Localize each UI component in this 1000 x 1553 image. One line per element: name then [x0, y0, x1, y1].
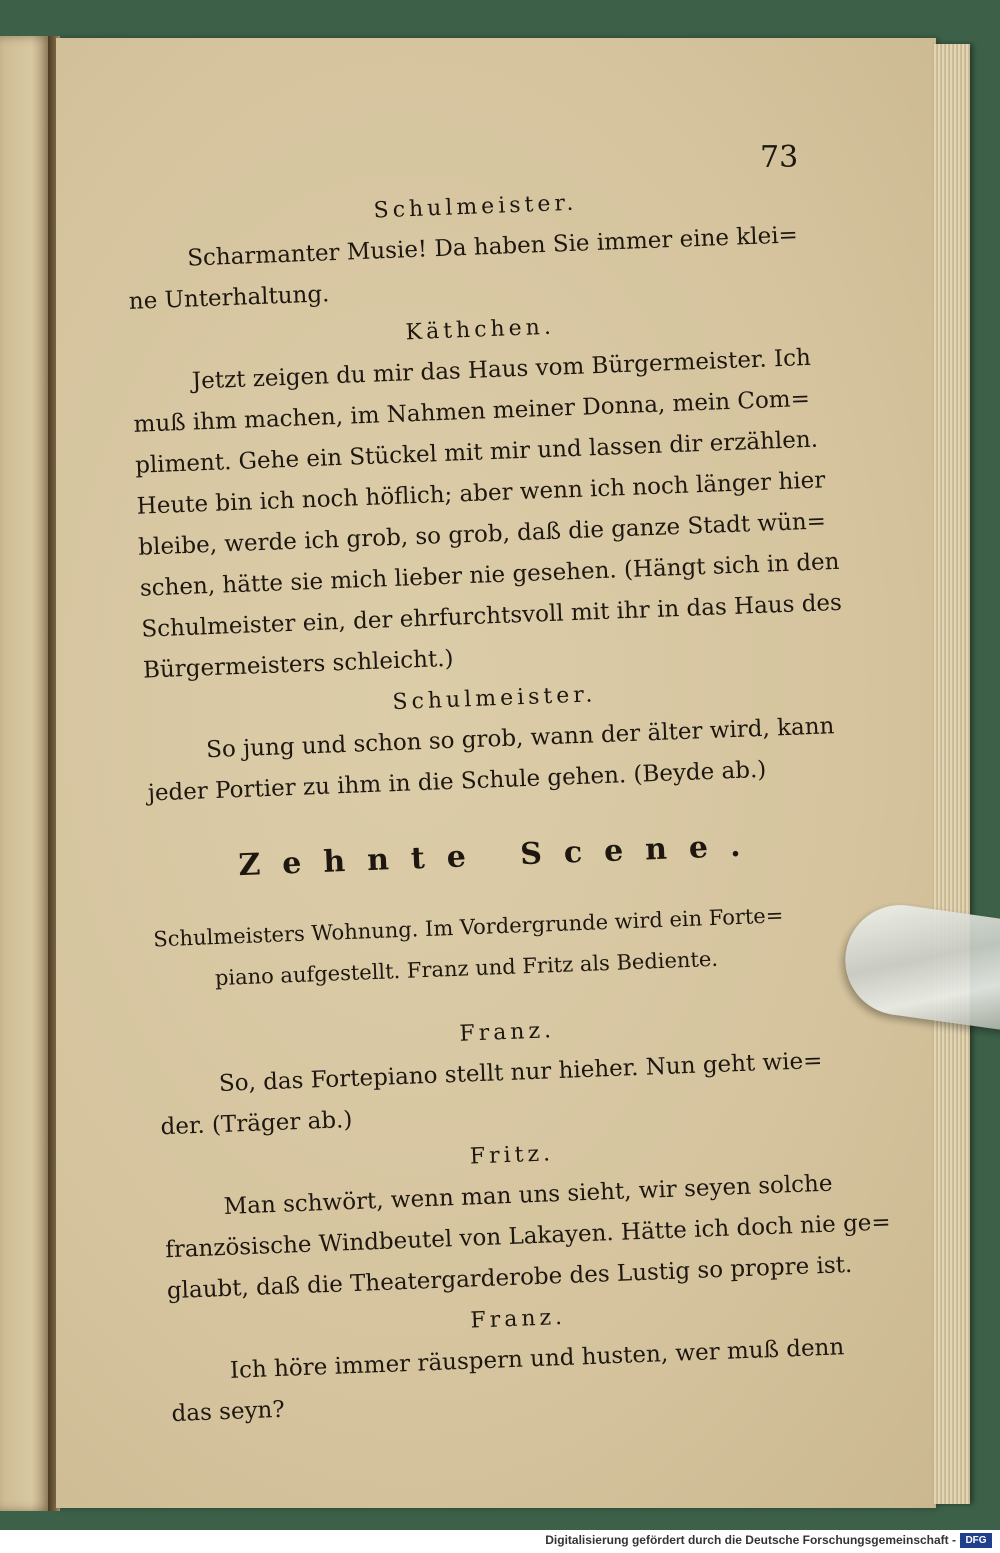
stage-direction: Schulmeisters Wohnung. Im Vordergrunde wird ein Forte=	[152, 903, 784, 952]
speaker-schulmeister: Schulmeister.	[392, 682, 597, 716]
stage-direction: piano aufgestellt. Franz und Fritz als Bediente.	[214, 946, 719, 991]
speaker-schulmeister: Schulmeister.	[373, 190, 578, 224]
text-line: So, das Fortepiano stellt nur hieher. Nun geht wie=	[218, 1047, 823, 1098]
footer-credit: Digitalisierung gefördert durch die Deutsche Forschungsgemeinschaft -	[545, 1533, 956, 1547]
text-line: Man schwört, wenn man uns sieht, wir seyen solche	[223, 1170, 833, 1220]
scene-title: Zehnte Scene.	[237, 828, 764, 884]
page-edges	[934, 44, 970, 1504]
text-line: Jetzt zeigen du mir das Haus vom Bürgermeister. Ich	[191, 344, 812, 395]
speaker-kaethchen: Käthchen.	[405, 314, 556, 346]
text-line: Schulmeister ein, der ehrfurchtsvoll mit ihr in das Haus des	[141, 589, 843, 643]
dfg-logo: DFG	[960, 1533, 992, 1548]
text-line: Heute bin ich noch höflich; aber wenn ich noch länger hier	[136, 467, 826, 520]
text-line: Ich höre immer räuspern und husten, wer muß denn	[229, 1334, 845, 1384]
text-line: pliment. Gehe ein Stückel mit mir und lassen dir erzählen.	[134, 426, 819, 479]
text-line: jeder Portier zu ihm in die Schule gehen. (Beyde ab.)	[147, 756, 767, 807]
text-line: bleibe, werde ich grob, so grob, daß die ganze Stadt wün=	[137, 508, 827, 561]
left-page-edge	[0, 36, 52, 1511]
page-number: 73	[760, 140, 799, 175]
footer-bar	[0, 1530, 1000, 1553]
text-line: französische Windbeutel von Lakayen. Hätte ich doch nie ge=	[164, 1209, 892, 1264]
text-line: das seyn?	[171, 1396, 286, 1428]
speaker-fritz: Fritz.	[469, 1141, 555, 1170]
text-line: Scharmanter Musie! Da haben Sie immer eine klei=	[186, 222, 799, 272]
text-line: glaubt, daß die Theatergarderobe des Lustig so propre ist.	[166, 1251, 853, 1305]
text-line: muß ihm machen, im Nahmen meiner Donna, mein Com=	[133, 385, 811, 438]
text-line: Bürgermeisters schleicht.)	[142, 645, 454, 684]
text-line: So jung und schon so grob, wann der älter wird, kann	[205, 713, 835, 764]
speaker-franz: Franz.	[469, 1304, 567, 1334]
text-line: ne Unterhaltung.	[128, 281, 330, 315]
text-line: schen, hätte sie mich lieber nie gesehen. (Hängt sich in den	[139, 548, 840, 602]
page-text	[125, 173, 892, 1435]
text-line: der. (Träger ab.)	[160, 1106, 353, 1141]
speaker-franz: Franz.	[458, 1018, 556, 1047]
